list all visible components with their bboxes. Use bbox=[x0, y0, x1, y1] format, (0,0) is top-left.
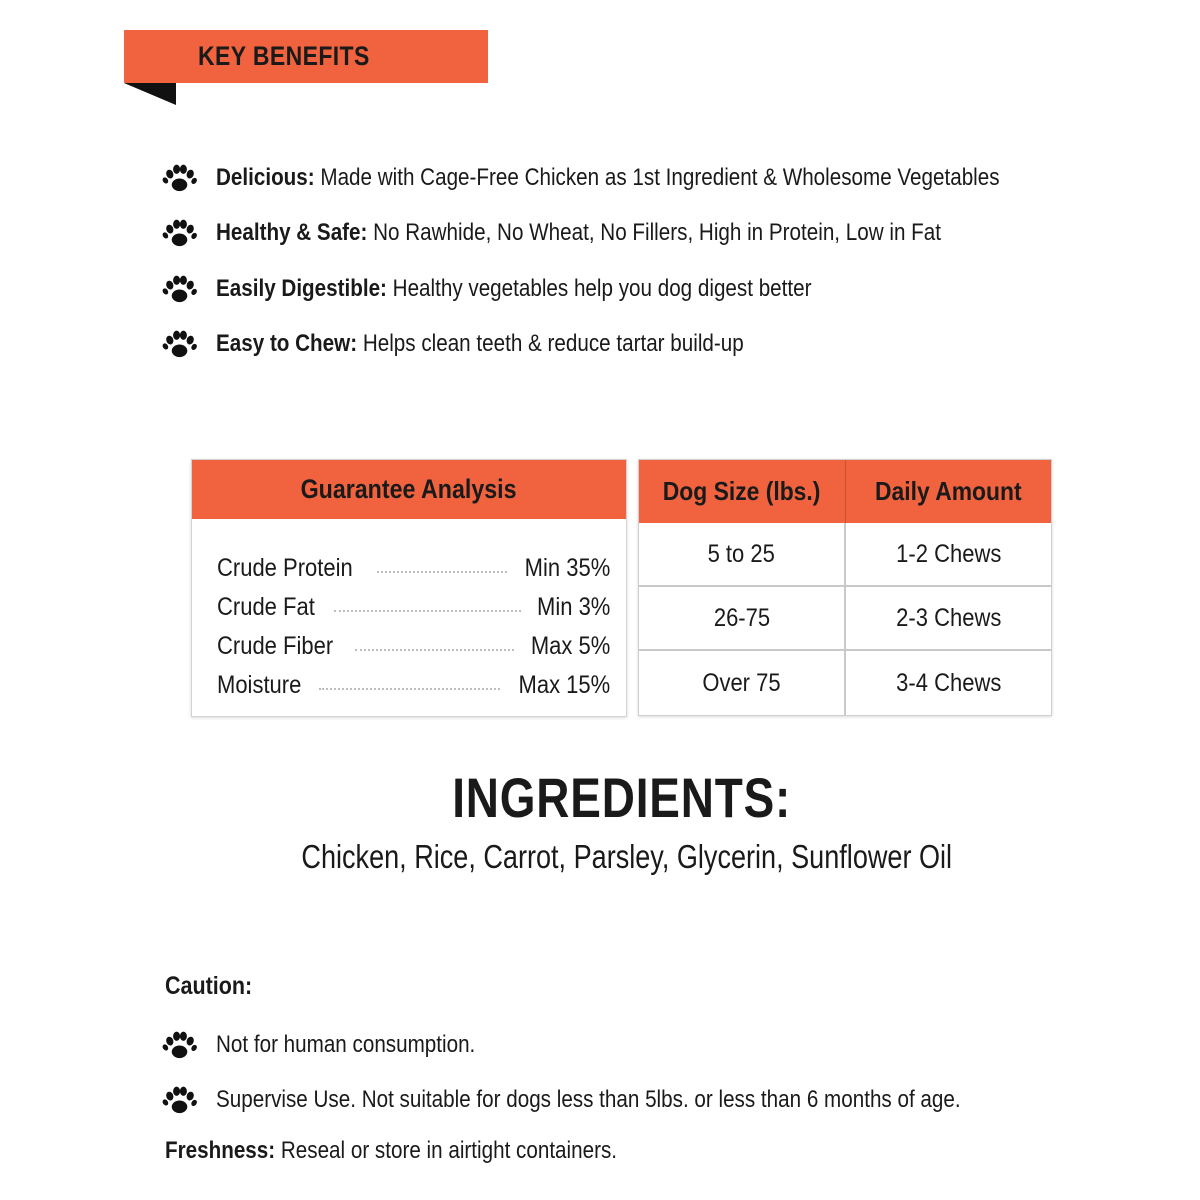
feeding-guide-panel bbox=[638, 459, 1052, 716]
caution-title: Caution: bbox=[165, 972, 253, 1000]
dog-size-value: Over 75 bbox=[702, 668, 781, 697]
caution-text: Supervise Use. Not suitable for dogs less than 5lbs. or less than 6 months of age. bbox=[216, 1086, 961, 1114]
ingredients-title-text: INGREDIENTS: bbox=[452, 766, 792, 829]
paw-print-icon bbox=[162, 218, 198, 248]
caution-item bbox=[162, 1017, 1162, 1073]
analysis-row bbox=[217, 549, 610, 588]
paw-print-icon bbox=[162, 1030, 198, 1060]
table-row bbox=[639, 586, 1051, 650]
key-benefits-title: KEY BENEFITS bbox=[198, 41, 370, 71]
table-row bbox=[639, 650, 1051, 715]
banner-fold bbox=[124, 83, 176, 105]
analysis-row bbox=[217, 588, 610, 627]
dog-size-value: 26-75 bbox=[713, 603, 770, 632]
daily-amount-value: 2-3 Chews bbox=[895, 603, 1002, 632]
table-row bbox=[639, 523, 1051, 586]
benefit-text bbox=[216, 275, 811, 303]
benefit-label: Easily Digestible: bbox=[216, 274, 387, 302]
analysis-row bbox=[217, 666, 610, 705]
benefit-text bbox=[216, 219, 941, 247]
nutrient-value: Max 5% bbox=[530, 632, 610, 660]
benefit-label: Easy to Chew: bbox=[216, 330, 358, 358]
paw-print-icon bbox=[162, 163, 198, 193]
benefit-description: No Rawhide, No Wheat, No Fillers, High in Protein, Low in Fat bbox=[367, 219, 941, 247]
paw-print-icon bbox=[162, 329, 198, 359]
daily-amount-value: 3-4 Chews bbox=[895, 668, 1002, 697]
feeding-header-row bbox=[639, 460, 1051, 523]
benefit-item bbox=[162, 150, 1162, 206]
dog-size-header bbox=[639, 460, 845, 523]
dot-leader bbox=[355, 649, 514, 651]
ingredients-list-text: Chicken, Rice, Carrot, Parsley, Glycerin, Sunflower Oil bbox=[301, 838, 953, 875]
daily-amount-cell bbox=[845, 523, 1051, 586]
nutrient-value: Max 15% bbox=[518, 671, 610, 699]
dog-size-cell bbox=[639, 523, 845, 586]
daily-amount-cell bbox=[845, 650, 1051, 715]
dog-size-value: 5 to 25 bbox=[707, 539, 776, 568]
benefit-item bbox=[162, 261, 1162, 317]
benefit-description: Helps clean teeth & reduce tartar build-up bbox=[357, 330, 744, 358]
nutrient-value: Min 35% bbox=[524, 554, 610, 582]
feeding-guide-table bbox=[639, 460, 1051, 715]
key-benefits-banner bbox=[124, 30, 488, 83]
nutrient-name: Moisture bbox=[217, 671, 302, 699]
guarantee-analysis-rows bbox=[192, 519, 626, 705]
guarantee-analysis-panel bbox=[191, 459, 627, 717]
dot-leader bbox=[334, 610, 520, 612]
freshness-text: Reseal or store in airtight containers. bbox=[275, 1137, 618, 1164]
dog-size-header-label: Dog Size (lbs.) bbox=[662, 476, 821, 506]
ingredients-title bbox=[0, 765, 1200, 830]
ingredients-list bbox=[0, 838, 1200, 876]
benefit-description: Made with Cage-Free Chicken as 1st Ingredient & Wholesome Vegetables bbox=[314, 163, 1000, 191]
nutrient-name: Crude Fiber bbox=[217, 632, 334, 660]
caution-text: Not for human consumption. bbox=[216, 1030, 476, 1058]
nutrient-name: Crude Fat bbox=[217, 593, 315, 621]
paw-print-icon bbox=[162, 274, 198, 304]
benefit-description: Healthy vegetables help you dog digest better bbox=[386, 274, 812, 302]
benefit-text bbox=[216, 330, 744, 358]
benefit-item bbox=[162, 317, 1162, 373]
guarantee-analysis-title: Guarantee Analysis bbox=[301, 474, 517, 504]
guarantee-analysis-header bbox=[192, 460, 626, 519]
dog-size-cell bbox=[639, 586, 845, 650]
daily-amount-value: 1-2 Chews bbox=[895, 539, 1002, 568]
daily-amount-header-label: Daily Amount bbox=[874, 476, 1022, 506]
benefit-item bbox=[162, 206, 1162, 262]
nutrient-name: Crude Protein bbox=[217, 554, 353, 582]
paw-print-icon bbox=[162, 1085, 198, 1115]
dot-leader bbox=[377, 571, 506, 573]
dot-leader bbox=[319, 688, 500, 690]
caution-item bbox=[162, 1073, 1162, 1129]
daily-amount-cell bbox=[845, 586, 1051, 650]
daily-amount-header bbox=[845, 460, 1051, 523]
benefit-label: Delicious: bbox=[216, 163, 315, 191]
benefit-text bbox=[216, 164, 1000, 192]
benefit-label: Healthy & Safe: bbox=[216, 219, 368, 247]
freshness-note bbox=[165, 1137, 617, 1165]
nutrient-value: Min 3% bbox=[536, 593, 610, 621]
benefits-list bbox=[162, 150, 1162, 372]
caution-list bbox=[162, 1017, 1162, 1128]
analysis-row bbox=[217, 627, 610, 666]
dog-size-cell bbox=[639, 650, 845, 715]
freshness-label: Freshness: bbox=[165, 1137, 276, 1164]
